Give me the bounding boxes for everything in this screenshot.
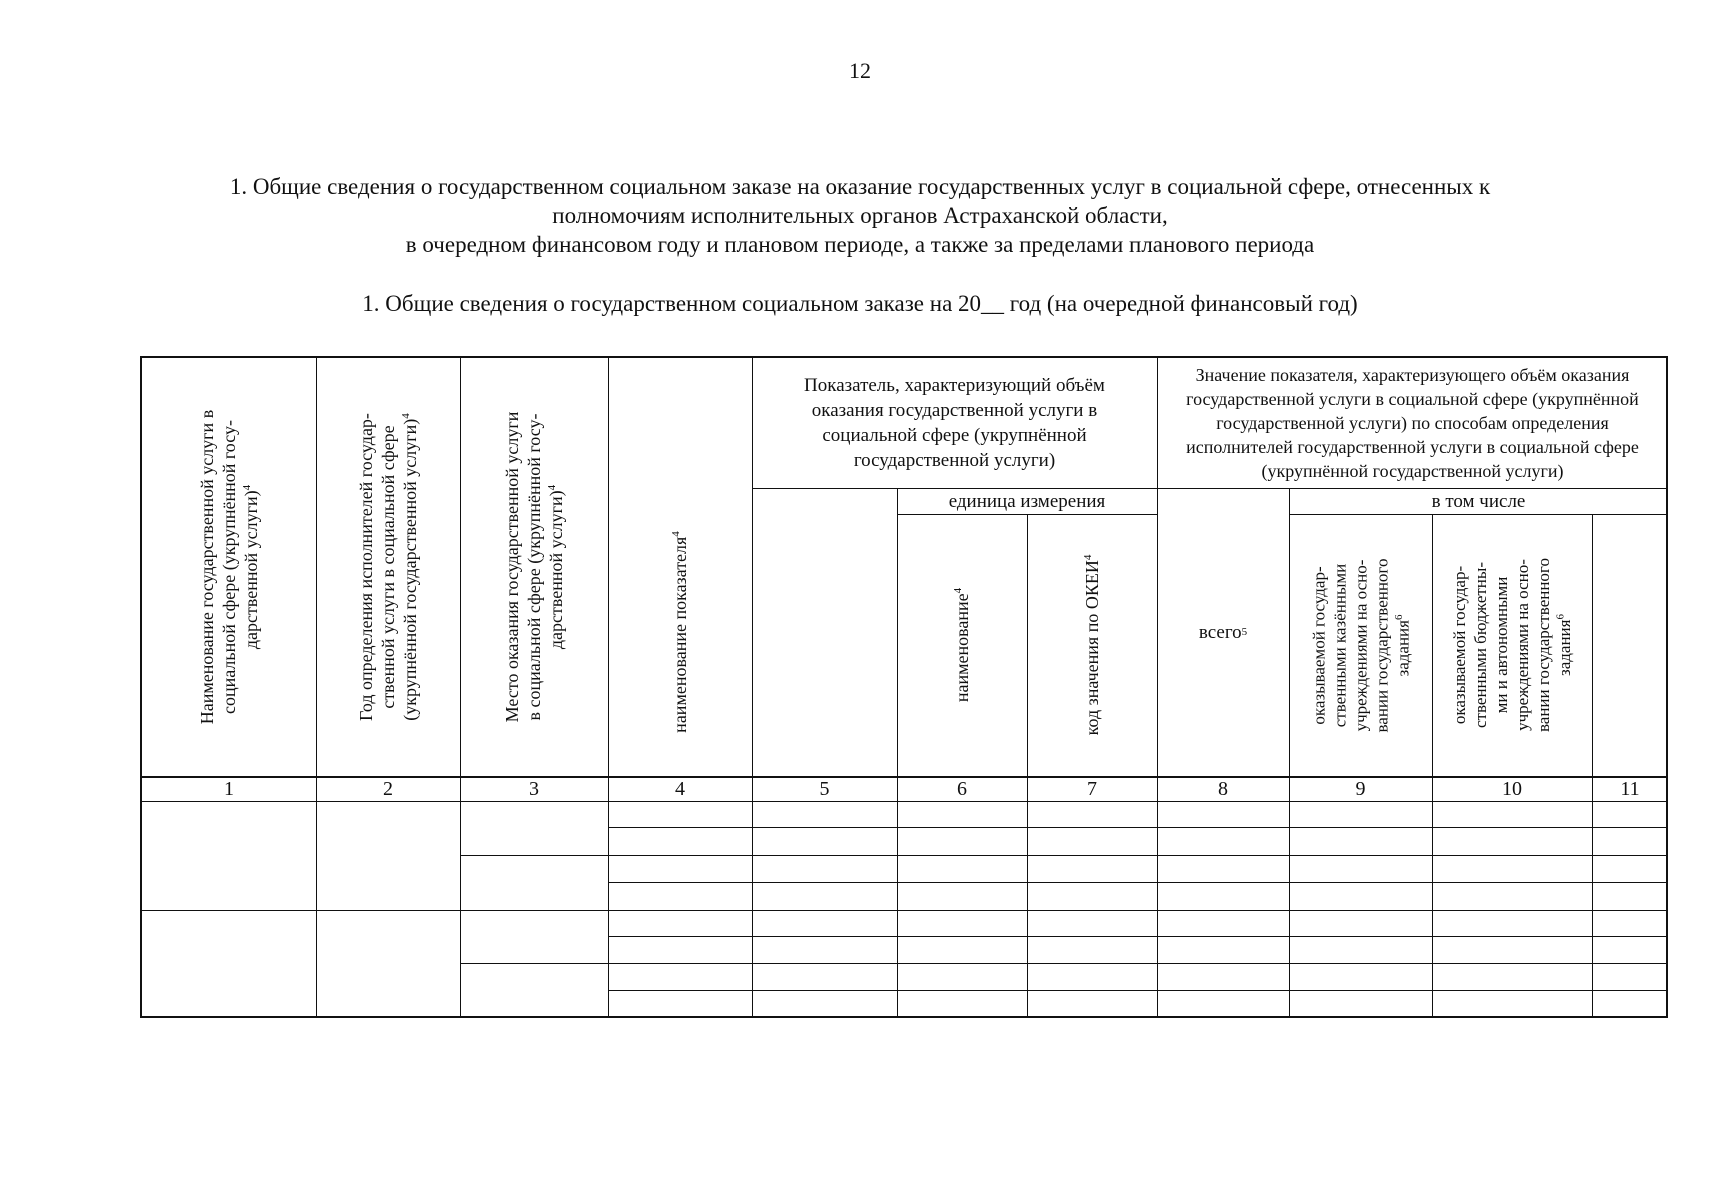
column-number: 2 (383, 777, 393, 800)
table-grid-line (1592, 514, 1593, 1018)
column-number: 3 (529, 777, 539, 800)
header-including-group: в том числе (1431, 490, 1526, 512)
header-unit-group: единица измерения (948, 490, 1106, 512)
header-col-9-text: оказываемой государ- ственными бюджетны- ми и автономными учреждениями на осно- вании государственного задания (1450, 558, 1574, 733)
page-number: 12 (849, 58, 871, 83)
heading-line-3: в очередном финансовом году и плановом периоде, а также за пределами планового периода (405, 232, 1315, 257)
header-col-4-text: наименование показателя (670, 536, 690, 733)
header-col-2-text: Год определения исполнителей государ- ственной услуги в социальной сфере (укрупнённой государственной услуги) (356, 413, 420, 721)
subsection-heading: 1. Общие сведения о государственном социальном заказе на 20__ год (на очередной финансовый год) (362, 291, 1358, 316)
table-grid-line (608, 827, 1668, 828)
table-grid-line (460, 855, 1668, 856)
social-order-table (140, 356, 1668, 1018)
header-value-group: Значение показателя, характеризующего объём оказания государственной услуги в социальной сфере (укрупнённой государственной услуги) по способам определения исполнителей государственной услуги в социальной сфере (укрупнённой государственной услуги) (1186, 365, 1639, 481)
header-col-8 (1289, 514, 1432, 776)
footnote-mark: 4 (546, 484, 558, 491)
column-number: 1 (224, 777, 234, 800)
header-indicator-group: Показатель, характеризующий объём оказания государственной услуги в социальной сфере (укрупнённой государственной услуги) (804, 375, 1105, 471)
header-col-8-text: оказываемой государ- ственными казёнными учреждениями на осно- вании государственного задания (1309, 558, 1412, 733)
header-col-5 (897, 514, 1027, 776)
header-col-3-text: Место оказания государственной услуги в социальной сфере (укрупнённой госу- дарственной услуги) (502, 411, 566, 723)
footnote-mark: 6 (1554, 614, 1567, 620)
table-grid-line (608, 936, 1668, 937)
footnote-mark: 4 (241, 484, 253, 491)
header-col-6 (1027, 514, 1157, 776)
footnote-mark: 4 (952, 587, 964, 594)
heading-line-2: полномочиям исполнительных органов Астраханской области, (552, 203, 1168, 228)
header-col-3 (460, 358, 608, 776)
header-col-6-text: код значения по ОКЕИ (1082, 560, 1102, 736)
heading-line-1: 1. Общие сведения о государственном социальном заказе на оказание государственных услуг в социальной сфере, отнесенных к (229, 174, 1491, 199)
table-grid-line (142, 801, 1668, 802)
table-grid-line (460, 963, 1668, 964)
footnote-mark: 4 (400, 413, 412, 419)
column-number: 10 (1502, 777, 1522, 800)
table-grid-line (608, 990, 1668, 991)
header-col-1 (142, 358, 316, 776)
column-number: 11 (1620, 777, 1640, 800)
table-grid-line (608, 882, 1668, 883)
footnote-mark: 4 (1082, 554, 1094, 561)
header-col-7: всего 5 (1198, 621, 1248, 643)
table-grid-line (142, 910, 1668, 911)
header-col-5-text: наименование (952, 593, 972, 703)
header-col-1-text: Наименование государственной услуги в социальной сфере (укрупнённой госу- дарственной услуги) (197, 409, 261, 725)
column-number: 8 (1218, 777, 1228, 800)
column-number: 7 (1087, 777, 1097, 800)
section-heading (130, 172, 1590, 259)
column-number: 5 (819, 777, 830, 800)
footnote-mark: 6 (1392, 614, 1405, 620)
header-col-2 (316, 358, 460, 776)
header-col-7-text: всего (1198, 621, 1242, 643)
header-col-4 (608, 488, 752, 776)
column-number: 4 (675, 777, 685, 800)
header-col-9 (1432, 514, 1592, 776)
column-number: 9 (1355, 777, 1366, 800)
column-number: 6 (957, 777, 967, 800)
footnote-mark: 4 (670, 531, 682, 537)
